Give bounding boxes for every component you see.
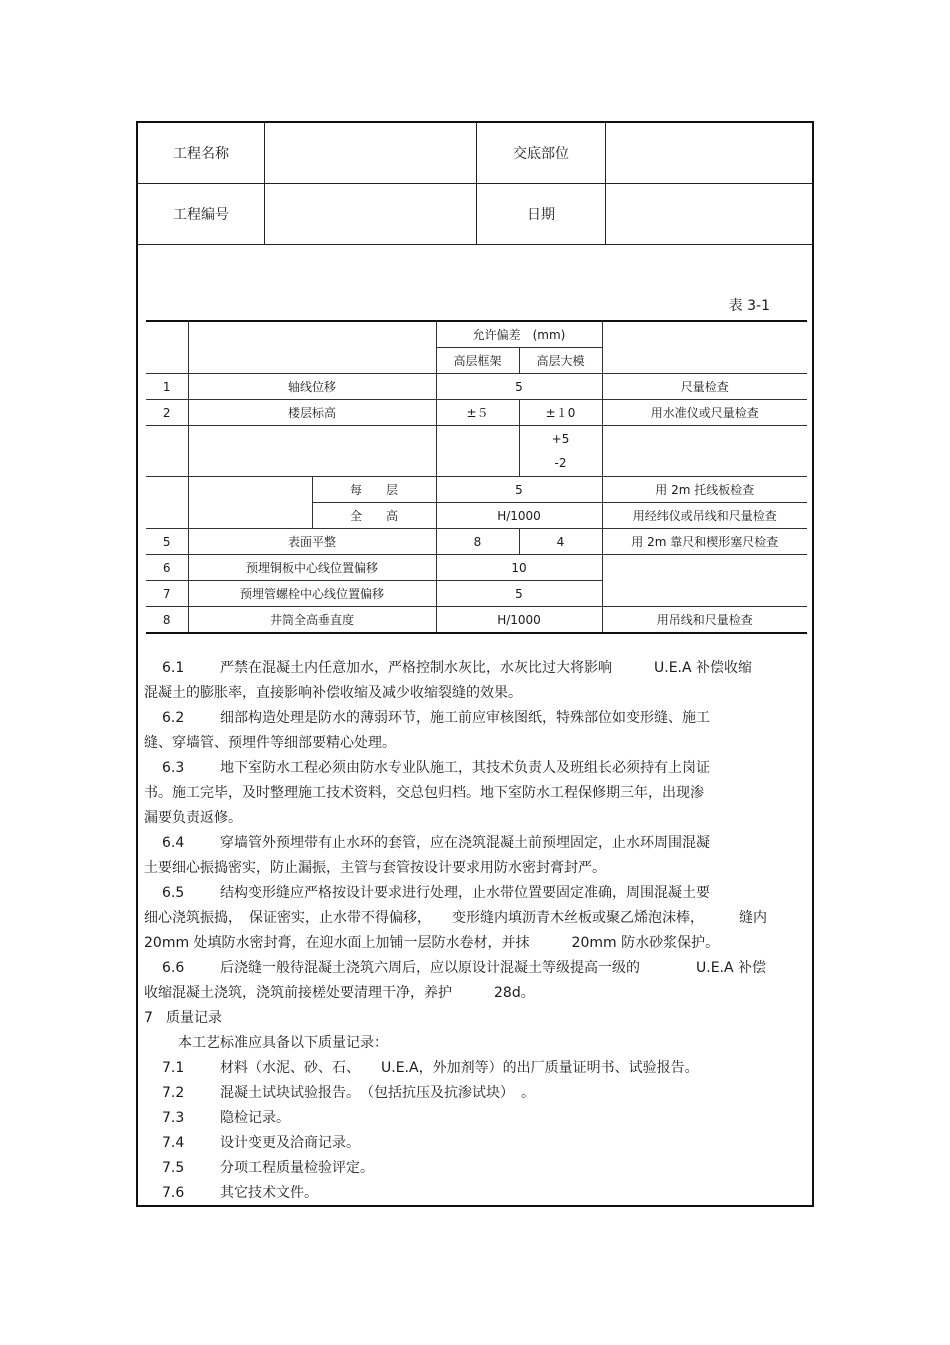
paragraph-text: 穿墙管外预埋带有止水环的套管，应在浇筑混凝土前预埋固定，止水环周围混凝 [220, 835, 710, 851]
row-method: 用经纬仪或吊线和尺量检查 [602, 503, 807, 529]
paragraph-line: 20mm 处填防水密封膏，在迎水面上加铺一层防水卷材，并抹 20mm 防水砂浆保护。 [144, 935, 720, 951]
clause-number: 6.2 [162, 710, 185, 726]
header-row-1 [138, 123, 812, 183]
table-row [146, 477, 807, 503]
row-formwork-value: 4 [519, 529, 602, 555]
paragraph-line: 书。施工完毕，及时整理施工技术资料，交总包归档。地下室防水工程保修期三年，出现渗 [144, 785, 704, 801]
row-method: 用水准仪或尺量检查 [602, 400, 807, 426]
item-text: 隐检记录。 [220, 1110, 290, 1126]
clause-number: 6.1 [162, 660, 185, 676]
item-text: 材料（水泥、砂、石、 U.E.A，外加剂等）的出厂质量证明书、试验报告。 [220, 1060, 699, 1076]
document-frame [136, 121, 814, 1207]
list-item [144, 1106, 808, 1131]
item-number: 7.3 [162, 1110, 185, 1126]
list-item [144, 1131, 808, 1156]
row-value: 5 [436, 374, 602, 400]
disclosure-part-field[interactable] [606, 123, 813, 183]
row-no: 7 [146, 581, 188, 607]
row-sub-item: 全 高 [312, 503, 436, 529]
section-title: 质量记录 [166, 1010, 222, 1026]
paragraph-line: 细心浇筑振捣， 保证密实，止水带不得偏移， 变形缝内填沥青木丝板或聚乙烯泡沫棒， 缝内 [144, 910, 767, 926]
row-frame-value: 8 [436, 529, 519, 555]
table-row [146, 529, 807, 555]
row-method: 尺量检查 [602, 374, 807, 400]
plus-value: +5 [551, 432, 570, 446]
row-no: 5 [146, 529, 188, 555]
item-text: 设计变更及洽商记录。 [220, 1135, 360, 1151]
col-formwork-header: 高层大模 [519, 348, 602, 374]
paragraph-line [144, 956, 808, 981]
minus-value: -2 [554, 456, 567, 470]
item-number: 7.1 [162, 1060, 185, 1076]
row-no: 2 [146, 400, 188, 426]
item-text: 其它技术文件。 [220, 1185, 318, 1201]
paragraph-line: 缝、穿墙管、预埋件等细部要精心处理。 [144, 735, 396, 751]
project-name-label: 工程名称 [138, 123, 265, 183]
row-sub-item: 每 层 [312, 477, 436, 503]
section-intro: 本工艺标准应具备以下质量记录： [178, 1035, 388, 1051]
col-frame-header: 高层框架 [436, 348, 519, 374]
project-no-field[interactable] [265, 184, 477, 244]
clause-number: 6.5 [162, 885, 185, 901]
paragraph-text: 严禁在混凝土内任意加水，严格控制水灰比，水灰比过大将影响 U.E.A 补偿收缩 [220, 660, 753, 676]
row-tolerance-range [519, 426, 602, 477]
row-value: 5 [436, 581, 602, 607]
paragraph-text: 结构变形缝应严格按设计要求进行处理，止水带位置要固定准确，周围混凝土要 [220, 885, 710, 901]
row-item: 井筒全高垂直度 [188, 607, 436, 634]
list-item [144, 1081, 808, 1106]
project-no-label: 工程编号 [138, 184, 265, 244]
table-row [146, 555, 807, 581]
row-method: 用 2m 靠尺和楔形塞尺检查 [602, 529, 807, 555]
paragraph-text: 细部构造处理是防水的薄弱环节，施工前应审核图纸，特殊部位如变形缝、施工 [220, 710, 710, 726]
tolerance-table [146, 320, 807, 634]
header-row-2 [138, 184, 812, 244]
row-no: 8 [146, 607, 188, 634]
clause-number: 6.3 [162, 760, 185, 776]
list-item [144, 1156, 808, 1181]
section-heading [144, 1006, 808, 1031]
item-text: 分项工程质量检验评定。 [220, 1160, 374, 1176]
row-item: 表面平整 [188, 529, 436, 555]
row-item: 轴线位移 [188, 374, 436, 400]
paragraph-line [144, 831, 808, 856]
row-value: H/1000 [436, 503, 602, 529]
item-text: 混凝土试块试验报告。 （包括抗压及抗渗试块） 。 [220, 1085, 535, 1101]
row-formwork-value: ±１0 [519, 400, 602, 426]
paragraph-line: 收缩混凝土浇筑，浇筑前接槎处要清理干净，养护 28d。 [144, 985, 535, 1001]
row-no: 1 [146, 374, 188, 400]
paragraph-text: 后浇缝一般待混凝土浇筑六周后，应以原设计混凝土等级提高一级的 U.E.A 补偿 [220, 960, 767, 976]
paragraph-line: 漏要负责返修。 [144, 810, 242, 826]
row-value: H/1000 [436, 607, 602, 634]
row-value: 10 [436, 555, 602, 581]
project-name-field[interactable] [265, 123, 477, 183]
table-number: 表 3-1 [728, 298, 770, 314]
row-value: 5 [436, 477, 602, 503]
list-item [144, 1056, 808, 1081]
item-number: 7.4 [162, 1135, 185, 1151]
paragraph-line [144, 706, 808, 731]
disclosure-part-label: 交底部位 [477, 123, 606, 183]
item-number: 7.5 [162, 1160, 185, 1176]
clause-number: 6.4 [162, 835, 185, 851]
date-field[interactable] [606, 184, 813, 244]
table-row [146, 400, 807, 426]
row-no: 6 [146, 555, 188, 581]
paragraph-line [144, 656, 808, 681]
row-item: 楼层标高 [188, 400, 436, 426]
section-number: 7 [144, 1010, 153, 1026]
body-text [144, 656, 808, 1206]
table-row [146, 607, 807, 634]
row-frame-value: ±５ [436, 400, 519, 426]
row-method: 用 2m 托线板检查 [602, 477, 807, 503]
table-row [146, 321, 807, 348]
paragraph-line [144, 756, 808, 781]
header-bottom-divider [138, 244, 812, 245]
paragraph-line [144, 881, 808, 906]
row-item: 预埋管螺栓中心线位置偏移 [188, 581, 436, 607]
row-method: 用吊线和尺量检查 [602, 607, 807, 634]
paragraph-text: 地下室防水工程必须由防水专业队施工，其技术负责人及班组长必须持有上岗证 [220, 760, 710, 776]
row-item: 预埋铜板中心线位置偏移 [188, 555, 436, 581]
table-row [146, 426, 807, 477]
paragraph-line: 土要细心振捣密实，防止漏振，主管与套管按设计要求用防水密封膏封严。 [144, 860, 606, 876]
item-number: 7.2 [162, 1085, 185, 1101]
list-item [144, 1181, 808, 1206]
paragraph-line: 混凝土的膨胀率，直接影响补偿收缩及减少收缩裂缝的效果。 [144, 685, 522, 701]
clause-number: 6.6 [162, 960, 185, 976]
item-number: 7.6 [162, 1185, 185, 1201]
allowable-deviation-header: 允许偏差 (mm) [436, 321, 602, 348]
date-label: 日期 [477, 184, 606, 244]
table-row [146, 374, 807, 400]
